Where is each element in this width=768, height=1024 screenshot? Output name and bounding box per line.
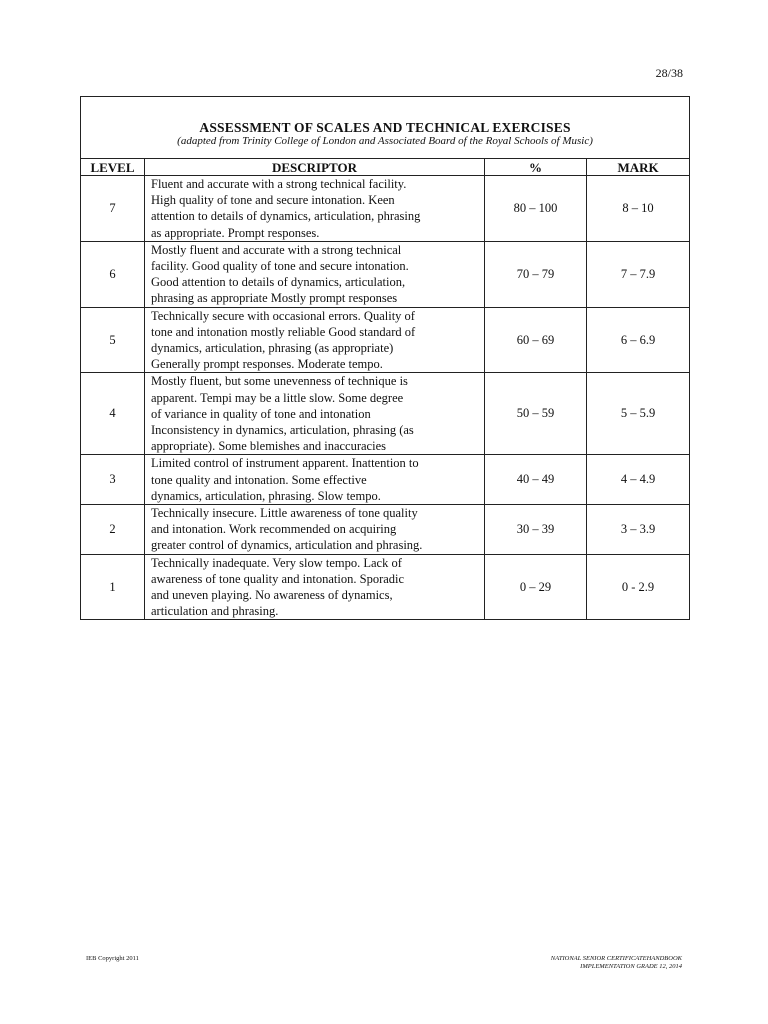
level-cell: 7	[81, 176, 145, 242]
descriptor-line: apparent. Tempi may be a little slow. Some degree	[151, 390, 404, 405]
footer-copyright: IEB Copyright 2011	[86, 955, 139, 962]
column-header-percent: %	[485, 159, 587, 176]
table-row	[81, 241, 690, 307]
table-row	[81, 307, 690, 373]
descriptor-line: tone quality and intonation. Some effective	[151, 472, 367, 487]
descriptor-line: tone and intonation mostly reliable Good standard of	[151, 324, 416, 339]
footer-handbook-line-1: NATIONAL SENIOR CERTIFICATEHANDBOOK	[550, 955, 682, 962]
descriptor-line: Technically secure with occasional errors. Quality of	[151, 308, 415, 323]
table-title: ASSESSMENT OF SCALES AND TECHNICAL EXERCISES	[199, 119, 571, 135]
descriptor-line: articulation and phrasing.	[151, 604, 279, 619]
descriptor-cell	[145, 373, 485, 455]
descriptor-line: greater control of dynamics, articulation and phrasing.	[151, 538, 423, 553]
percent-cell: 30 – 39	[485, 505, 587, 555]
descriptor-line: Technically insecure. Little awareness of tone quality	[151, 506, 418, 521]
mark-cell: 8 – 10	[587, 176, 690, 242]
descriptor-cell	[145, 307, 485, 373]
percent-cell: 80 – 100	[485, 176, 587, 242]
table-row	[81, 176, 690, 242]
descriptor-line: phrasing as appropriate Mostly prompt responses	[151, 291, 398, 306]
descriptor-line: Mostly fluent, but some unevenness of technique is	[151, 374, 408, 389]
table-title-cell	[81, 97, 690, 159]
descriptor-cell	[145, 554, 485, 620]
table-row	[81, 554, 690, 620]
level-cell: 4	[81, 373, 145, 455]
descriptor-line: Mostly fluent and accurate with a strong technical	[151, 242, 402, 257]
mark-cell: 3 – 3.9	[587, 505, 690, 555]
table-row	[81, 455, 690, 505]
descriptor-line: and uneven playing. No awareness of dynamics,	[151, 588, 393, 603]
assessment-table	[80, 96, 690, 620]
level-cell: 5	[81, 307, 145, 373]
level-cell: 6	[81, 241, 145, 307]
level-cell: 1	[81, 554, 145, 620]
mark-cell: 6 – 6.9	[587, 307, 690, 373]
descriptor-line: Inconsistency in dynamics, articulation, phrasing (as	[151, 423, 414, 438]
table-subtitle: (adapted from Trinity College of London and Associated Board of the Royal Schools of Music)	[177, 134, 593, 147]
header-row	[81, 159, 690, 176]
column-header-descriptor: DESCRIPTOR	[145, 159, 485, 176]
descriptor-line: of variance in quality of tone and intonation	[151, 406, 371, 421]
footer-handbook-line-2: IMPLEMENTATION GRADE 12, 2014	[580, 963, 682, 970]
descriptor-cell	[145, 241, 485, 307]
percent-cell: 0 – 29	[485, 554, 587, 620]
descriptor-line: Limited control of instrument apparent. Inattention to	[151, 456, 419, 471]
column-header-mark: MARK	[587, 159, 690, 176]
descriptor-line: appropriate). Some blemishes and inaccuracies	[151, 439, 386, 454]
descriptor-line: dynamics, articulation, phrasing. Slow tempo.	[151, 488, 381, 503]
level-cell: 3	[81, 455, 145, 505]
mark-cell: 4 – 4.9	[587, 455, 690, 505]
page-number: 28/38	[655, 66, 683, 80]
table-row	[81, 373, 690, 455]
descriptor-cell	[145, 455, 485, 505]
mark-cell: 5 – 5.9	[587, 373, 690, 455]
column-header-level: LEVEL	[81, 159, 145, 176]
descriptor-line: dynamics, articulation, phrasing (as appropriate)	[151, 341, 394, 356]
descriptor-cell	[145, 176, 485, 242]
descriptor-line: as appropriate. Prompt responses.	[151, 225, 320, 240]
mark-cell: 7 – 7.9	[587, 241, 690, 307]
table-row	[81, 505, 690, 555]
percent-cell: 60 – 69	[485, 307, 587, 373]
percent-cell: 40 – 49	[485, 455, 587, 505]
descriptor-line: facility. Good quality of tone and secure intonation.	[151, 259, 409, 274]
descriptor-line: Generally prompt responses. Moderate tempo.	[151, 357, 383, 372]
descriptor-line: Good attention to details of dynamics, articulation,	[151, 275, 406, 290]
descriptor-line: attention to details of dynamics, articulation, phrasing	[151, 209, 421, 224]
descriptor-line: High quality of tone and secure intonation. Keen	[151, 193, 395, 208]
title-row	[81, 97, 690, 159]
level-cell: 2	[81, 505, 145, 555]
mark-cell: 0 - 2.9	[587, 554, 690, 620]
footer-handbook	[551, 955, 682, 971]
descriptor-line: awareness of tone quality and intonation. Sporadic	[151, 571, 405, 586]
descriptor-cell	[145, 505, 485, 555]
percent-cell: 50 – 59	[485, 373, 587, 455]
percent-cell: 70 – 79	[485, 241, 587, 307]
descriptor-line: and intonation. Work recommended on acquiring	[151, 522, 397, 537]
descriptor-line: Fluent and accurate with a strong technical facility.	[151, 177, 407, 191]
descriptor-line: Technically inadequate. Very slow tempo. Lack of	[151, 555, 402, 570]
